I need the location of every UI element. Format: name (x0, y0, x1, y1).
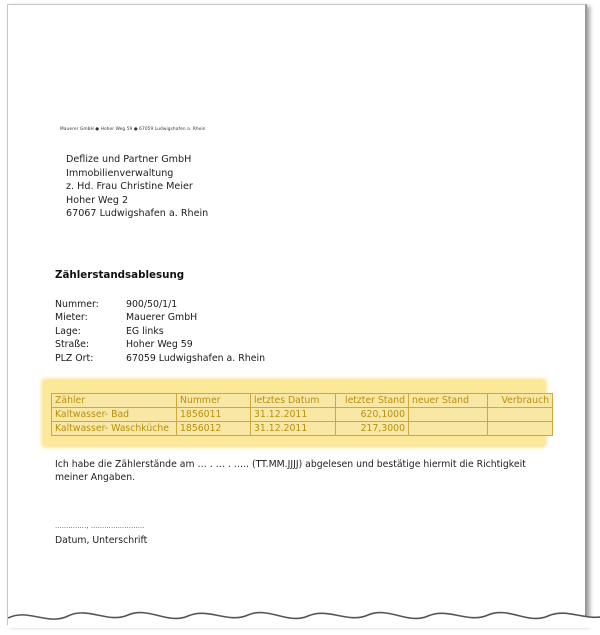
table-cell: Kaltwasser- Bad (52, 408, 177, 422)
consumption-cell (488, 422, 553, 436)
info-label: Straße: (55, 339, 90, 351)
column-header: neuer Stand (409, 394, 488, 408)
info-row (55, 298, 265, 311)
table-cell: 620,1000 (336, 408, 409, 422)
recipient-line: Deflize und Partner GmbH (66, 154, 192, 165)
sender-line: Mauerer GmbH ● Hoher Weg 59 ● 67059 Ludwigshafen a. Rhein (60, 127, 206, 132)
table-cell: 31.12.2011 (251, 408, 336, 422)
new-reading-cell[interactable] (409, 422, 488, 436)
recipient-line: 67067 Ludwigshafen a. Rhein (66, 208, 209, 220)
info-value: 67059 Ludwigshafen a. Rhein (126, 352, 266, 364)
column-header: letzter Stand (336, 394, 409, 408)
column-header: Verbrauch (488, 394, 553, 408)
info-block (55, 298, 265, 365)
info-row (55, 311, 265, 324)
recipient-line: Immobilienverwaltung (66, 167, 174, 179)
info-label: Lage: (55, 325, 81, 337)
column-header: Nummer (177, 394, 251, 408)
table-header-row (52, 394, 553, 408)
recipient-address (66, 153, 208, 221)
meter-table (51, 393, 553, 436)
document-title: Zählerstandsablesung (55, 269, 185, 281)
column-header: Zähler (52, 394, 177, 408)
info-label: Mieter: (55, 312, 88, 324)
torn-edge (8, 588, 600, 628)
info-value: Hoher Weg 59 (126, 339, 193, 351)
info-value: 900/50/1/1 (126, 299, 178, 310)
signature-label: Datum, Unterschrift (55, 535, 148, 546)
signature-line: ………….., …………………… (55, 522, 145, 530)
info-value: EG links (126, 325, 164, 337)
table-cell: Kaltwasser- Waschküche (52, 422, 177, 436)
column-header: letztes Datum (251, 394, 336, 408)
info-row (55, 325, 265, 338)
table-cell: 31.12.2011 (251, 422, 336, 436)
confirmation-statement: Ich habe die Zählerstände am … . … . ….. (TT.MM.JJJJ) abgelesen und bestätige hiermit die Richtigkeit meiner Angaben. (55, 459, 526, 484)
info-row (55, 352, 265, 365)
info-row (55, 338, 265, 351)
table-row (52, 408, 553, 422)
table-row (52, 422, 553, 436)
recipient-line: z. Hd. Frau Christine Meier (66, 181, 193, 193)
table-cell: 1856012 (177, 422, 251, 436)
table-cell: 217,3000 (336, 422, 409, 436)
table-cell: 1856011 (177, 408, 251, 422)
consumption-cell (488, 408, 553, 422)
info-label: PLZ Ort: (55, 352, 94, 364)
new-reading-cell[interactable] (409, 408, 488, 422)
info-label: Nummer: (55, 299, 99, 310)
info-value: Mauerer GmbH (126, 312, 198, 324)
recipient-line: Hoher Weg 2 (66, 194, 129, 206)
